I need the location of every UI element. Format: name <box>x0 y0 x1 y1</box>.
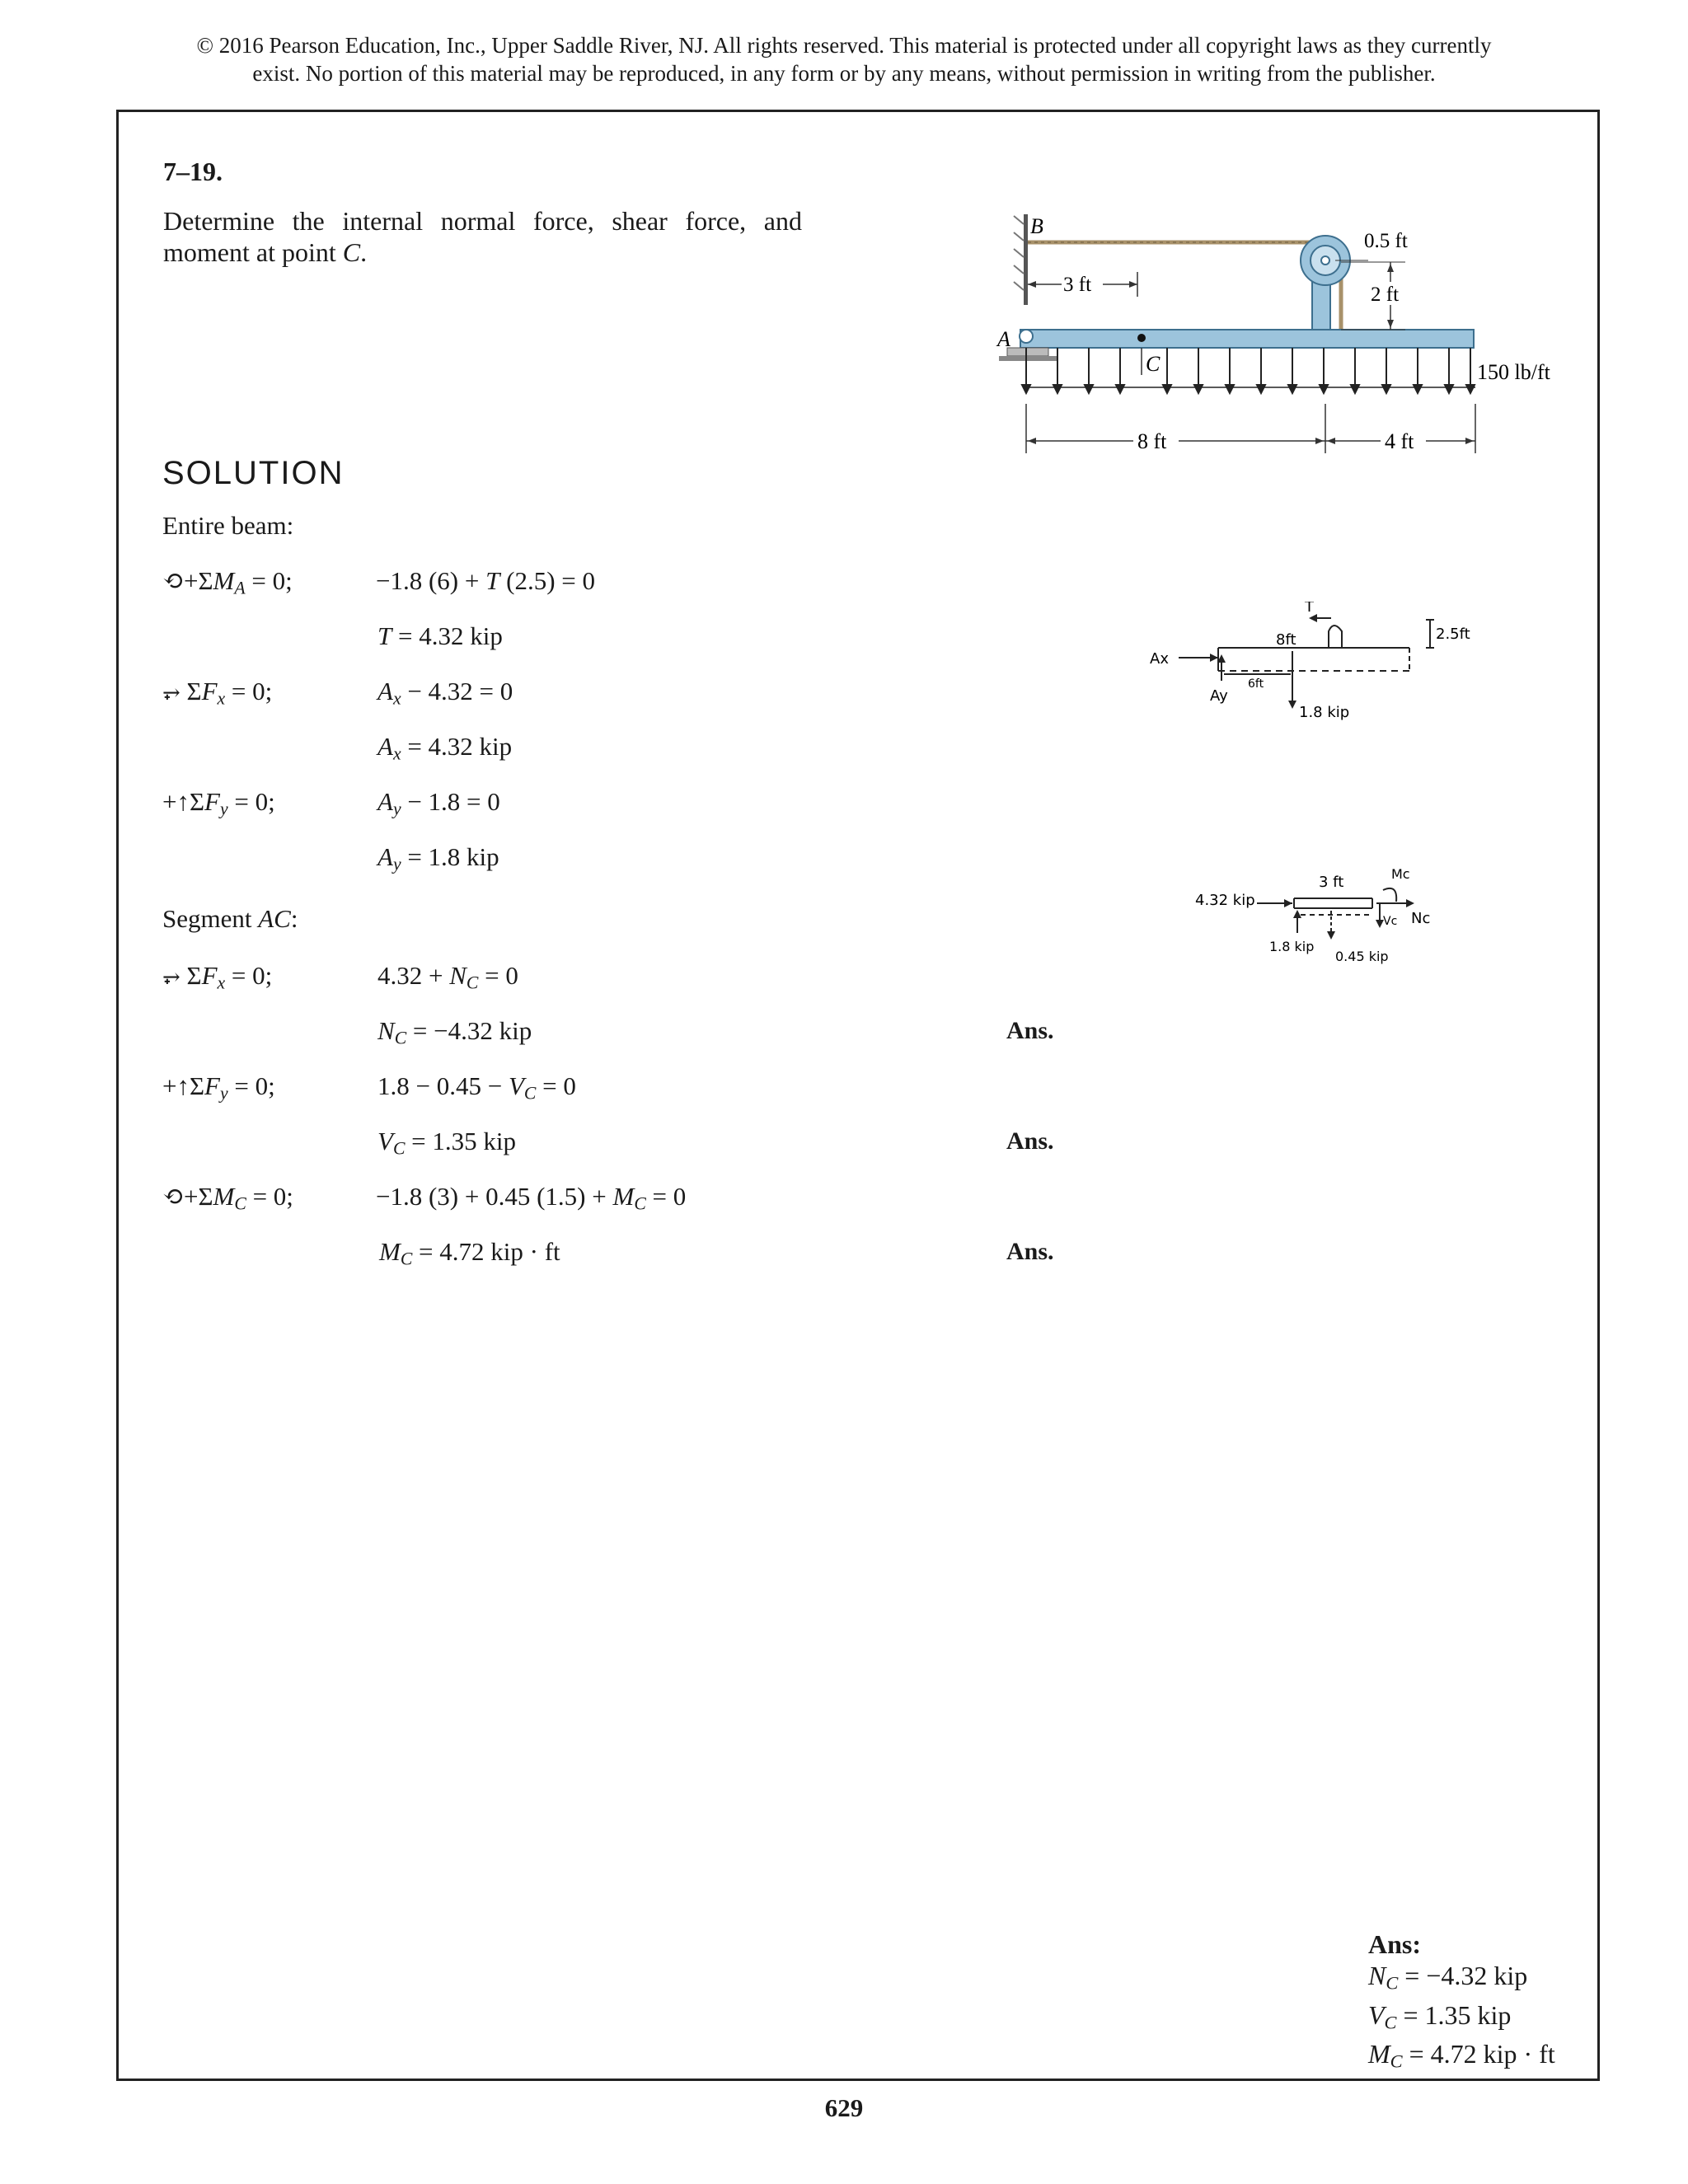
load-label: 150 lb/ft <box>1477 360 1550 384</box>
statement-text: Determine the internal normal force, shear force, and moment at point <box>163 206 802 267</box>
statement-var: C <box>342 237 361 267</box>
eq-label-moment-a-rhs: = 0; <box>251 566 293 595</box>
entire-beam-label: Entire beam: <box>162 511 294 540</box>
distributed-load <box>1022 348 1475 393</box>
segment-label-var: AC <box>258 904 291 933</box>
fbd2-mc: Mc <box>1391 866 1410 882</box>
fbd1-len: 8ft <box>1276 631 1296 649</box>
fbd1-ax: Ax <box>1150 650 1169 668</box>
beam <box>1020 330 1474 348</box>
mc-eq1-post: = 0 <box>645 1182 687 1211</box>
segment-ac-label <box>162 904 298 934</box>
fbd1-h: 2.5ft <box>1436 626 1470 643</box>
fbd1-ay: Ay <box>1210 687 1228 705</box>
vc-eq1-pre: 1.8 − 0.45 − <box>377 1071 509 1100</box>
eq-vc-1: $1.8 - 0.45 - V_C = 0$ <box>377 1071 576 1104</box>
statement-end: . <box>360 237 368 267</box>
dim-8ft: 8 ft <box>1137 429 1167 453</box>
eq-nc-1: $4.32 + N_C = 0$ <box>377 961 518 993</box>
eq-label-fy-2-rhs: = 0; <box>234 1071 275 1100</box>
fbd2-len: 3 ft <box>1319 874 1344 891</box>
wall-b <box>1024 214 1028 305</box>
fbd2-ay: 1.8 kip <box>1269 939 1315 954</box>
mc-eq1-pre: −1.8 (3) + 0.45 (1.5) + <box>376 1182 613 1211</box>
eq-label-fy-1: $+↑\Sigma F_y = 0$; <box>162 787 275 819</box>
segment-label-colon: : <box>290 904 298 933</box>
eq-ax-2: $A_x = 4.32$ kip <box>377 732 513 764</box>
ay-eq1: − 1.8 = 0 <box>401 787 500 816</box>
summary-mc-value: = 4.72 kip · ft <box>1409 2039 1555 2069</box>
eq-ay-1: $A_y - 1.8 = 0$ <box>377 787 500 819</box>
eq-moment-a-part2: (2.5) = 0 <box>499 566 596 595</box>
fbd2-nc: Nc <box>1411 910 1431 927</box>
label-a: A <box>997 327 1010 351</box>
fbd-segment-ac <box>1195 865 1459 981</box>
eq-mc-1: −1.8 (3) + 0.45 $(1.5) + M_C = 0$ <box>376 1182 687 1214</box>
copyright-line-1: © 2016 Pearson Education, Inc., Upper Saddle River, NJ. All rights reserved. This material is protected under all copyright laws as they currently <box>196 33 1492 58</box>
eq-label-fx-2-rhs: = 0; <box>231 961 273 990</box>
dim-3ft: 3 ft <box>1063 274 1092 296</box>
dim-4ft: 4 ft <box>1385 429 1414 453</box>
eq-mc-2: $M_C = 4.72$ kip · ft <box>379 1237 560 1269</box>
eq-nc-2: $N_C = -4.32$ kip <box>377 1016 532 1048</box>
eq-label-fx-1: ⥅ $\Sigma F_x = 0$; <box>162 677 273 709</box>
copyright-line-2: exist. No portion of this material may be reproduced, in any form or by any means, without permission in writing from the publisher. <box>252 61 1436 86</box>
answer-summary <box>1368 1929 1555 2078</box>
summary-vc-value: = 1.35 kip <box>1403 1999 1512 2030</box>
vc-eq1-post: = 0 <box>536 1071 576 1100</box>
fbd1-pulley <box>1329 626 1342 648</box>
fbd1-mid: 6ft <box>1248 677 1264 691</box>
mc-eq2: = 4.72 kip · ft <box>412 1237 560 1266</box>
fbd1-load: 1.8 kip <box>1299 704 1350 721</box>
eq-t-value: T = 4.32 kip <box>377 621 503 650</box>
vc-eq2: = 1.35 kip <box>405 1127 517 1155</box>
fbd2-load: 0.45 kip <box>1335 949 1389 964</box>
eq-label-fy-2: $+↑\Sigma F_y = 0$; <box>162 1071 275 1104</box>
summary-nc: $N_C = -4.32$ kip <box>1368 1961 1528 1994</box>
t-value: = 4.32 kip <box>398 621 503 650</box>
nc-eq1-post: = 0 <box>478 961 518 990</box>
eq-label-moment-c: $⟲+\Sigma M_C = 0$; <box>162 1182 293 1214</box>
ans-label-vc: Ans. <box>1006 1127 1054 1155</box>
eq-label-fy-1-rhs: = 0; <box>234 787 275 816</box>
pin-a <box>1020 330 1033 343</box>
page-number: 629 <box>824 2093 864 2122</box>
problem-statement <box>163 205 802 268</box>
summary-vc: $V_C = 1.35$ kip <box>1368 1999 1512 2033</box>
fbd-entire-beam <box>1146 602 1492 742</box>
fbd2-vc: Vc <box>1383 915 1398 928</box>
label-c: C <box>1146 352 1160 376</box>
fbd2-left: 4.32 kip <box>1195 892 1255 909</box>
eq-label-moment-a: $⟲+\Sigma M_A = 0$; <box>162 566 293 598</box>
fbd2-moment-arrow <box>1383 888 1396 902</box>
eq-ay-2: $A_y = 1.8$ kip <box>377 842 499 874</box>
segment-label-text: Segment <box>162 904 259 933</box>
ans-label-mc: Ans. <box>1006 1238 1054 1265</box>
summary-nc-value: = −4.32 kip <box>1404 1961 1528 1990</box>
solution-heading: SOLUTION <box>162 455 345 491</box>
copyright-notice <box>0 31 1688 87</box>
label-b: B <box>1030 214 1043 238</box>
dim-2ft: 2 ft <box>1371 284 1400 306</box>
eq-moment-a-part1: −1.8 (6) + <box>376 566 486 595</box>
eq-vc-2: $V_C = 1.35$ kip <box>377 1127 517 1159</box>
beam-figure <box>981 206 1591 470</box>
ax-eq1: − 4.32 = 0 <box>401 677 513 705</box>
eq-label-moment-c-rhs: = 0; <box>252 1182 293 1211</box>
summary-mc: $M_C = 4.72$ kip · ft <box>1368 2039 1555 2072</box>
nc-eq2: = −4.32 kip <box>406 1016 532 1045</box>
ax-eq2: = 4.32 kip <box>401 732 513 761</box>
summary-label: Ans: <box>1368 1929 1422 1959</box>
point-c <box>1137 334 1146 342</box>
problem-number: 7–19. <box>163 157 223 186</box>
nc-eq1-pre: 4.32 + <box>377 961 450 990</box>
eq-moment-a: −1.8 (6) + T (2.5) = 0 <box>376 566 596 595</box>
ans-label-nc: Ans. <box>1006 1017 1054 1044</box>
fbd1-t: T <box>1305 602 1314 616</box>
eq-ax-1: $A_x - 4.32 = 0$ <box>377 677 513 709</box>
dim-0-5ft: 0.5 ft <box>1364 230 1408 252</box>
eq-label-fx-1-rhs: = 0; <box>231 677 273 705</box>
ay-eq2: = 1.8 kip <box>401 842 499 871</box>
eq-label-fx-2: ⥅ $\Sigma F_x = 0$; <box>162 961 273 993</box>
